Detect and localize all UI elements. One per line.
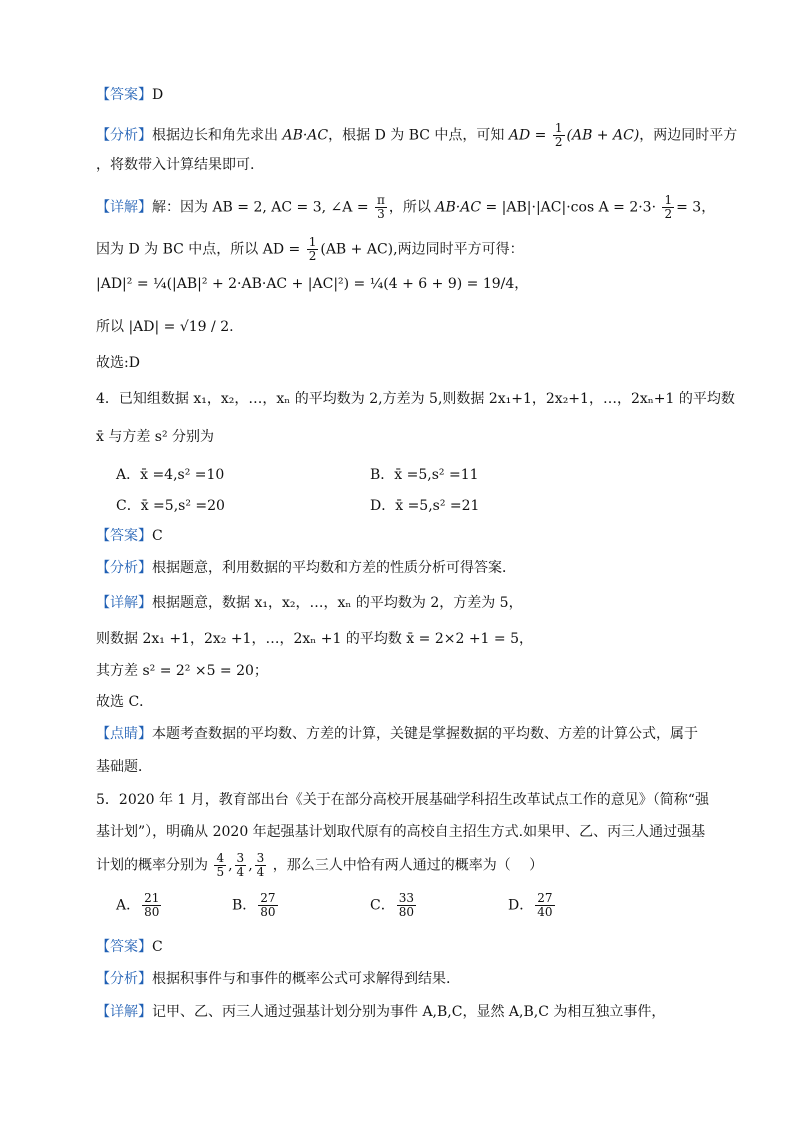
option-c: C．x̄ =5,s² =20	[116, 498, 225, 514]
detail-text: ，所以	[388, 199, 431, 216]
q3-answer-line	[96, 88, 163, 102]
analysis-text: 根据边长和角先求出	[152, 127, 278, 144]
option-b: B．x̄ =5,s² =11	[370, 467, 479, 483]
vector-sum: (AB + AC)	[566, 127, 640, 144]
q4-stem-2	[96, 430, 214, 444]
vector-product: AB·AC	[435, 199, 482, 216]
analysis-text: ，两边同时平方	[639, 127, 738, 144]
question-stem: 5．2020 年 1 月，教育部出台《关于在部分高校开展基础学科招生改革试点工作的意见》（简称“强	[96, 792, 709, 808]
comment-tag: 【点睛】	[96, 726, 152, 742]
conclusion-text: 故选:D	[96, 355, 140, 371]
question-stem: 4．已知组数据 x₁，x₂，…，xₙ 的平均数为 2,方差为 5,则数据 2x₁+1，2x₂+1，…，2xₙ+1 的平均数	[96, 391, 735, 407]
q3-analysis-line-2	[96, 158, 254, 172]
analysis-tag: 【分析】	[96, 560, 152, 576]
equation-text: |AD|² = ¼(|AB|² + 2·AB·AC + |AC|²) = ¼(4 + 6 + 9) = 19/4，	[96, 276, 529, 292]
fraction-pi-3: $\frac{\pi}{3}$	[377, 193, 385, 221]
q4-comment-2	[96, 760, 152, 774]
detail-text: 记甲、乙、丙三人通过强基计划分别为事件 A,B,C，显然 A,B,C 为相互独立事件，	[152, 1004, 666, 1020]
fraction-half: $\frac{1}{2}$	[664, 193, 673, 221]
detail-text: 则数据 2x₁ +1，2x₂ +1，…，2xₙ +1 的平均数 x̄ = 2×2 +1 = 5，	[96, 631, 534, 647]
question-stem: ，那么三人中恰有两人通过的概率为（ ）	[272, 857, 544, 874]
answer-value: D	[152, 87, 164, 103]
detail-text: 根据题意，数据 x₁，x₂，…，xₙ 的平均数为 2，方差为 5，	[152, 595, 523, 611]
q4-detail-line-3	[96, 664, 268, 678]
option-d: D．x̄ =5,s² =21	[370, 498, 480, 514]
q5-analysis-line	[96, 972, 450, 986]
q3-equation	[96, 277, 528, 291]
detail-text: 解：因为 AB = 2, AC = 3, ∠A =	[152, 199, 369, 216]
comment-text: 本题考查数据的平均数、方差的计算，关键是掌握数据的平均数、方差的计算公式，属于	[152, 726, 698, 742]
answer-value: C	[152, 528, 163, 544]
vector-product: AB·AC	[282, 127, 329, 144]
option-a: A． $\frac{21}{80}$	[116, 891, 160, 919]
vector-ad: AD	[508, 127, 531, 144]
q3-result	[96, 320, 234, 334]
detail-tag: 【详解】	[96, 595, 152, 611]
answer-tag: 【答案】	[96, 528, 152, 544]
fraction-half: $\frac{1}{2}$	[554, 121, 563, 149]
fraction-half: $\frac{1}{2}$	[308, 235, 317, 263]
q5-detail-line	[96, 1005, 665, 1019]
option-b: B． $\frac{27}{80}$	[232, 891, 276, 919]
detail-text: (AB + AC),两边同时平方可得：	[320, 241, 524, 258]
q4-conclusion	[96, 695, 153, 709]
q3-analysis-line: 【分析】根据边长和角先求出 AB·AC，根据 D 为 BC 中点，可知 AD = $\frac{1}{2}$ (AB + AC)，两边同时平方	[96, 121, 738, 149]
question-stem: x̄ 与方差 s² 分别为	[96, 429, 215, 445]
analysis-text: 根据题意，利用数据的平均数和方差的性质分析可得答案．	[152, 560, 516, 576]
detail-text: 其方差 s² = 2² ×5 = 20；	[96, 663, 268, 679]
analysis-text: ，根据 D 为 BC 中点，可知	[328, 127, 505, 144]
q5-stem	[96, 793, 709, 807]
option-a: A．x̄ =4,s² =10	[116, 467, 225, 483]
conclusion-text: 故选 C．	[96, 694, 154, 710]
q4-detail-line-2	[96, 632, 533, 646]
analysis-text: 根据积事件与和事件的概率公式可求解得到结果.	[152, 971, 451, 987]
answer-value: C	[152, 939, 163, 955]
q4-detail-line	[96, 596, 523, 610]
q5-answer-line	[96, 940, 163, 954]
q4-answer-line	[96, 529, 163, 543]
prob-fraction: $\frac{3}{4}$	[236, 851, 245, 879]
question-stem: 基计划”），明确从 2020 年起强基计划取代原有的高校自主招生方式.如果甲、乙、丙三人通过强基	[96, 824, 706, 840]
answer-tag: 【答案】	[96, 939, 152, 955]
q4-stem	[96, 392, 735, 406]
analysis-tag: 【分析】	[96, 127, 152, 144]
analysis-text: ，将数带入计算结果即可.	[96, 157, 255, 173]
prob-fraction: $\frac{4}{5}$	[216, 851, 225, 879]
q3-conclusion	[96, 356, 140, 370]
question-stem: 计划的概率分别为	[96, 857, 208, 874]
detail-text: = 3，	[676, 199, 716, 216]
result-text: 所以 |AD| = √19 / 2.	[96, 319, 234, 335]
q3-detail-line	[96, 194, 715, 221]
option-c: C． $\frac{33}{80}$	[370, 891, 414, 919]
detail-tag: 【详解】	[96, 1004, 152, 1020]
q4-comment	[96, 727, 698, 741]
prob-fraction: $\frac{3}{4}$	[256, 851, 265, 879]
detail-tag: 【详解】	[96, 199, 152, 216]
option-d: D． $\frac{27}{40}$	[508, 891, 553, 919]
answer-tag: 【答案】	[96, 87, 152, 103]
q5-stem-2	[96, 825, 705, 839]
q4-analysis-line	[96, 561, 516, 575]
detail-text: 因为 D 为 BC 中点，所以 AD =	[96, 241, 301, 258]
q3-detail-line-2	[96, 236, 524, 263]
analysis-tag: 【分析】	[96, 971, 152, 987]
q5-stem-3: 计划的概率分别为 $\frac{4}{5}$ , $\frac{3}{4}$ , $\frac{3}{4}$ ，那么三人中恰有两人通过的概率为（ ）	[96, 851, 544, 879]
detail-text: = |AB|·|AC|·cos A = 2·3·	[485, 199, 657, 216]
comment-text: 基础题．	[96, 759, 152, 775]
